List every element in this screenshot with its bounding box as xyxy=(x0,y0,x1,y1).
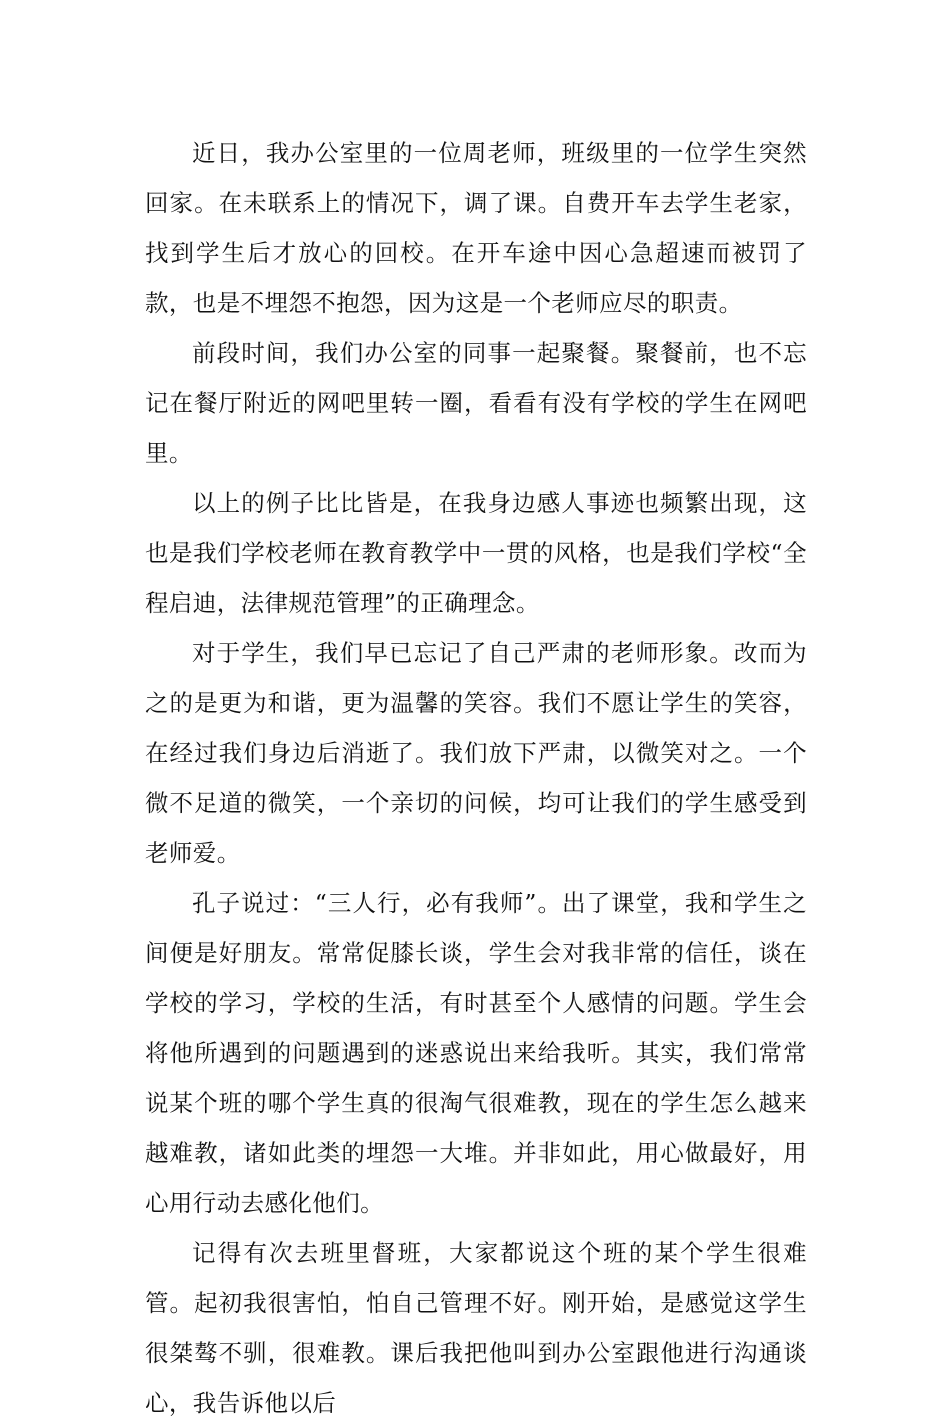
document-body xyxy=(145,128,807,1428)
paragraph-6: 记得有次去班里督班，大家都说这个班的某个学生很难管。起初我很害怕，怕自己管理不好。刚开始，是感觉这学生很桀骜不驯，很难教。课后我把他叫到办公室跟他进行沟通谈心，我告诉他以后 xyxy=(145,1239,807,1417)
paragraph-5: 孔子说过：“三人行，必有我师”。出了课堂，我和学生之间便是好朋友。常常促膝长谈，学生会对我非常的信任，谈在学校的学习，学校的生活，有时甚至个人感情的问题。学生会将他所遇到的问题遇到的迷惑说出来给我听。其实，我们常常说某个班的哪个学生真的很淘气很难教，现在的学生怎么越来越难教，诸如此类的埋怨一大堆。并非如此，用心做最好，用心用行动去感化他们。 xyxy=(145,889,807,1217)
paragraph-2: 前段时间，我们办公室的同事一起聚餐。聚餐前，也不忘记在餐厅附近的网吧里转一圈，看看有没有学校的学生在网吧里。 xyxy=(145,339,807,467)
paragraph-3: 以上的例子比比皆是，在我身边感人事迹也频繁出现，这也是我们学校老师在教育教学中一贯的风格，也是我们学校“全程启迪，法律规范管理”的正确理念。 xyxy=(145,489,807,617)
paragraph-4: 对于学生，我们早已忘记了自己严肃的老师形象。改而为之的是更为和谐，更为温馨的笑容。我们不愿让学生的笑容，在经过我们身边后消逝了。我们放下严肃，以微笑对之。一个微不足道的微笑，一个亲切的问候，均可让我们的学生感受到老师爱。 xyxy=(145,639,807,867)
paragraph-1: 近日，我办公室里的一位周老师，班级里的一位学生突然回家。在未联系上的情况下，调了课。自费开车去学生老家，找到学生后才放心的回校。在开车途中因心急超速而被罚了款，也是不埋怨不抱怨，因为这是一个老师应尽的职责。 xyxy=(145,139,807,317)
